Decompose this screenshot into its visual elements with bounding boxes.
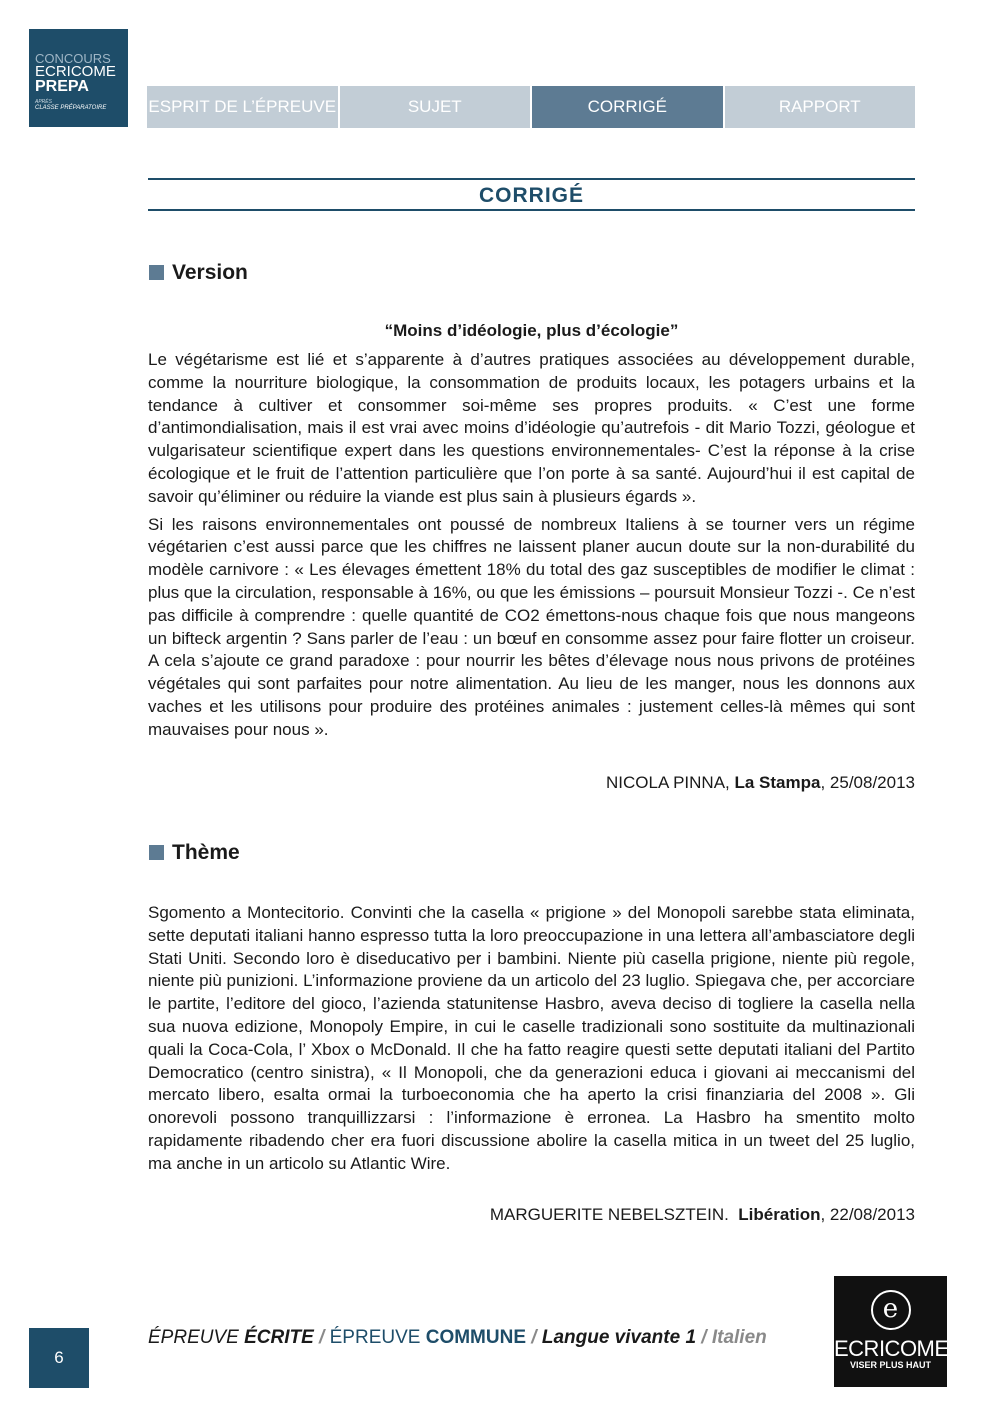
concours-logo <box>29 29 128 127</box>
footer-sep-2: / <box>526 1327 542 1348</box>
brand-tagline: VISER PLUS HAUT <box>849 1360 931 1370</box>
logo-prepa: PREPA <box>35 78 89 95</box>
footer-sep-1: / <box>313 1327 330 1348</box>
footer-epreuve-1: ÉPREUVE <box>148 1327 245 1348</box>
footer-ecrite: ÉCRITE <box>244 1327 314 1348</box>
theme-source-publication: Libération <box>738 1205 821 1224</box>
brand-name: ECRICOME <box>834 1336 949 1361</box>
footer-commune: COMMUNE <box>425 1327 526 1348</box>
version-quote-title: “Moins d’idéologie, plus d’écologie” <box>384 321 679 340</box>
version-text <box>148 349 915 747</box>
version-source-date: , 25/08/2013 <box>820 773 915 792</box>
footer-sep-3: / <box>696 1327 712 1348</box>
theme-source-date: , 22/08/2013 <box>820 1205 915 1224</box>
version-paragraph-2: Si les raisons environnementales ont poussé de nombreux Italiens à se tourner vers un régime végétarien c’est aussi parce que les chiffres ne laissent planer aucun doute sur la non-durabilité du modèle carnivore : « Les élevages émettent 18% du total des gaz susceptibles de modifier le climat : plus que la circulation, responsable à 16%, ou que les émissions – poursuit Monsieur Tozzi -. Ce n’est pas difficile à comprendre : quelle quantité de CO2 émettons-nous chaque fois que nous mangeons un bifteck argentin ? Sans parler de l’eau : un bœuf en consomme assez pour faire flotter un croiseur. A cela s’ajoute ce grand paradoxe : pour nourrir les bêtes d’élevage nous nous privons de protéines végétales qui sont parfaites pour notre alimentation. Au lieu de les manger, nous les donnons aux vaches et les utilisons pour produire des protéines animales : justement celles-là mêmes qui sont mauvaises pour nous ». <box>148 514 915 739</box>
theme-heading-label: Thème <box>172 841 240 864</box>
version-source-publication: La Stampa <box>734 773 821 792</box>
tab-esprit[interactable]: ESPRIT DE L’ÉPREUVE <box>147 86 338 128</box>
logo-ecricome: ECRICOME <box>35 63 116 80</box>
footer-italien: Italien <box>711 1327 767 1348</box>
page-number: 6 <box>29 1328 89 1388</box>
theme-text <box>148 902 915 1181</box>
theme-heading <box>149 841 240 865</box>
logo-classe: CLASSE PRÉPARATOIRE <box>35 105 107 111</box>
tab-rapport[interactable]: RAPPORT <box>725 86 916 128</box>
theme-paragraph: Sgomento a Montecitorio. Convinti che la casella « prigione » del Monopoli sarebbe stata eliminata, sette deputati italiani hanno espresso tutta la loro preoccupazione in una lettera all’ambasciatore degli Stati Uniti. Secondo loro è diseducativo per i bambini. Niente più casella prigione, niente più regole, niente più punizioni. L’informazione proviene da un articolo del 23 luglio. Spiegava che, per accorciare le partite, l’editore del gioco, l’azienda statunitense Hasbro, aveva deciso di togliere la casella nella sua nuova edizione, Monopoly Empire, in cui le caselle tradizionali sono sostituite da multinazionali quali la Coca-Cola, l’ Xbox o McDonald. Il che ha fatto reagire questi sette deputati italiani del Partito Democratico (centro sinistra), « Il Monopoli, che da generazioni educa i giovani ai meccanismi del mercato libero, esalta ormai la turboeconomia che ha aperto la crisi finanziaria del 2008 ». Gli onorevoli possono tranquillizzarsi : l’informazione è erronea. La Hasbro ha smentito molto rapidamente ribadendo cher era fuori discussione abolire la casella mitica in un tweet del 25 luglio, ma anche in un articolo su Atlantic Wire. <box>148 903 915 1173</box>
version-source-author: NICOLA PINNA, <box>606 773 735 792</box>
page-title: CORRIGÉ <box>148 178 915 211</box>
logo-apres: APRÈS <box>35 99 52 105</box>
version-source <box>606 773 915 793</box>
ecricome-e-icon: e <box>871 1290 911 1330</box>
ecricome-brand-logo <box>834 1276 947 1387</box>
version-paragraph-1: Le végétarisme est lié et s’apparente à d’autres pratiques associées au développement durable, comme la nourriture biologique, la consommation de produits locaux, les potagers urbains et la tendance à cultiver et consommer soi-même ses propres produits. « C’est une forme d’antimondialisation, mais il est vrai avec moins d’idéologie qu’autrefois - dit Mario Tozzi, géologue et vulgarisateur scientifique expert dans les questions environnementales- C’est la réponse à la crise écologique et le fruit de l’attention particulière que l’on porte à sa santé. Aujourd’hui il est capital de savoir qu’éliminer ou réduire la viande est plus sain à plusieurs égards ». <box>148 350 915 506</box>
footer-exam-label <box>148 1327 767 1349</box>
section-tabs <box>147 86 915 128</box>
version-heading-label: Version <box>172 261 248 284</box>
square-bullet-icon <box>149 265 164 280</box>
footer-epreuve-2: ÉPREUVE <box>329 1327 426 1348</box>
square-bullet-icon <box>149 845 164 860</box>
tab-corrige[interactable]: CORRIGÉ <box>532 86 723 128</box>
footer-langue: Langue vivante 1 <box>541 1327 697 1348</box>
tab-sujet[interactable]: SUJET <box>340 86 531 128</box>
version-heading <box>149 261 248 285</box>
theme-source <box>490 1205 915 1225</box>
logo-concours: CONCOURS <box>35 51 111 66</box>
theme-source-author: MARGUERITE NEBELSZTEIN. <box>489 1205 739 1224</box>
